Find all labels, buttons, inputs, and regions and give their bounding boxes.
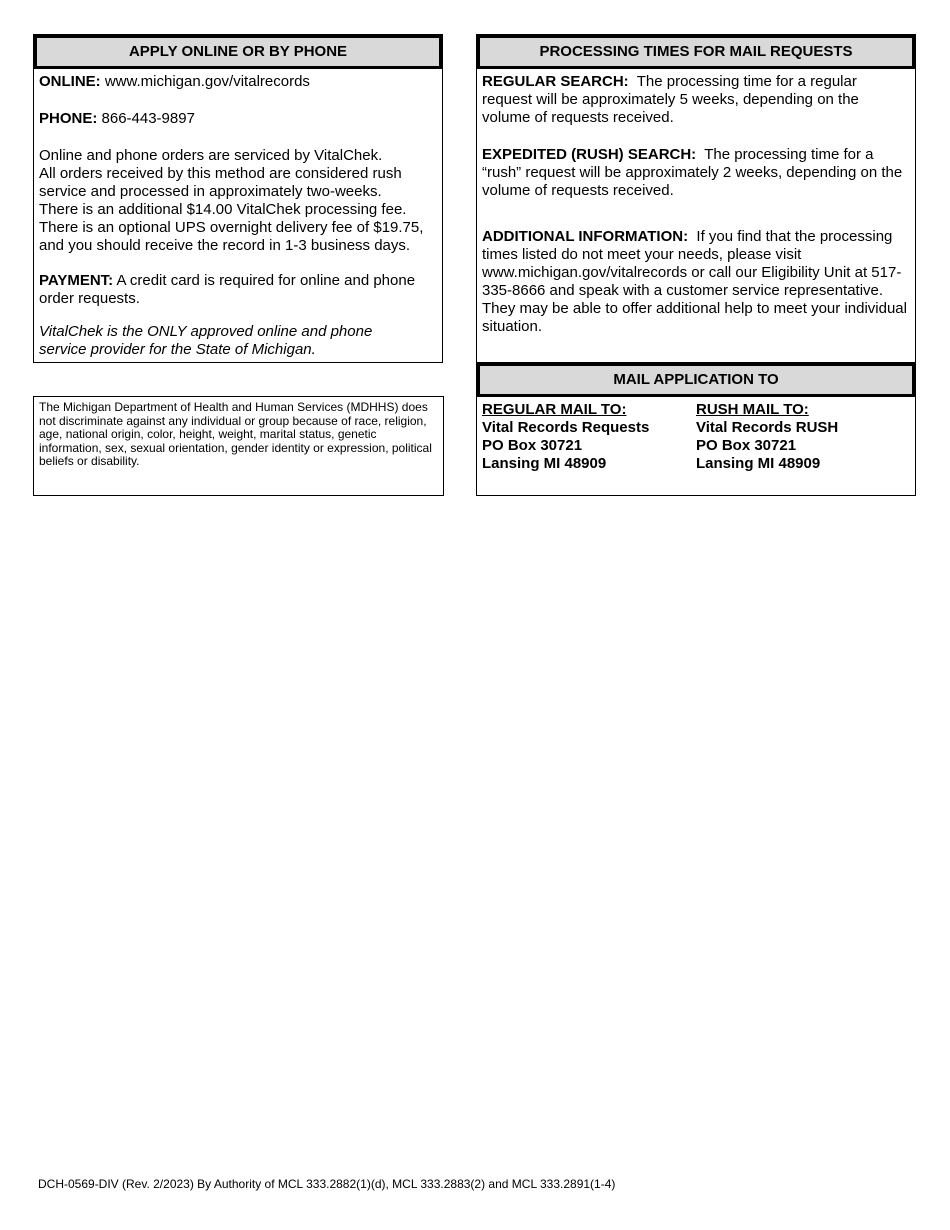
apply-online-header: APPLY ONLINE OR BY PHONE [34, 35, 442, 69]
processing-times-section [476, 34, 916, 364]
expedited-search-text: The processing time for a “rush” request will be approximately 2 weeks, depending on the volume of requests received. [482, 146, 907, 199]
phone-line [39, 110, 437, 128]
mail-application-section [476, 362, 916, 496]
nondiscrimination-notice [33, 396, 444, 496]
regular-mail-line2: PO Box 30721 [482, 437, 583, 454]
regular-mail-line3: Lansing MI 48909 [482, 455, 607, 472]
rush-mail-line3: Lansing MI 48909 [696, 455, 821, 472]
regular-search-label: REGULAR SEARCH: [482, 73, 629, 90]
additional-info-label: ADDITIONAL INFORMATION: [482, 228, 689, 245]
vitalchek-note: VitalChek is the ONLY approved online and phone service provider for the State of Michigan. [39, 323, 373, 358]
additional-info-text: If you find that the processing times listed do not meet your needs, please visit www.michigan.gov/vitalrecords or call our Eligibility Unit at 517-335-8666 and speak with a customer service representative. They may be able to offer additional help to meet your individual situation. [482, 228, 912, 335]
regular-search-paragraph [482, 73, 910, 127]
apply-online-content [34, 69, 442, 359]
payment-line [39, 272, 437, 308]
online-label: ONLINE: [39, 73, 101, 90]
apply-online-section [33, 34, 443, 363]
expedited-search-paragraph [482, 146, 910, 200]
form-footer: DCH-0569-DIV (Rev. 2/2023) By Authority of MCL 333.2882(1)(d), MCL 333.2883(2) and MCL 333.2891(1-4) [38, 1177, 616, 1191]
online-line [39, 73, 437, 91]
rush-mail-address [696, 401, 910, 473]
expedited-search-label: EXPEDITED (RUSH) SEARCH: [482, 146, 697, 163]
payment-text: A credit card is required for online and phone order requests. [39, 272, 416, 307]
service-line-1: Online and phone orders are serviced by VitalChek. [39, 147, 383, 164]
rush-mail-title: RUSH MAIL TO: [696, 401, 809, 418]
rush-mail-line2: PO Box 30721 [696, 437, 797, 454]
payment-label: PAYMENT: [39, 272, 114, 289]
regular-search-text: The processing time for a regular request will be approximately 5 weeks, depending on the volume of requests received. [482, 73, 864, 126]
processing-times-content [477, 69, 915, 336]
service-line-3: There is an additional $14.00 VitalChek processing fee. [39, 201, 407, 218]
mail-application-header: MAIL APPLICATION TO [477, 363, 915, 397]
additional-info-paragraph [482, 228, 910, 336]
service-line-2: All orders received by this method are considered rush service and processed in approximately two-weeks. [39, 165, 402, 200]
nondiscrimination-text: The Michigan Department of Health and Human Services (MDHHS) does not discriminate against any individual or group because of race, religion, age, national origin, color, height, weight, marital status, genetic information, sex, sexual orientation, gender identity or expression, political beliefs or disability. [39, 400, 432, 468]
mail-addresses [477, 397, 915, 473]
service-line-4: There is an optional UPS overnight delivery fee of $19.75, and you should receive the record in 1-3 business days. [39, 219, 424, 254]
rush-mail-line1: Vital Records RUSH [696, 419, 839, 436]
processing-times-header: PROCESSING TIMES FOR MAIL REQUESTS [477, 35, 915, 69]
regular-mail-title: REGULAR MAIL TO: [482, 401, 627, 418]
phone-label: PHONE: [39, 110, 98, 127]
regular-mail-line1: Vital Records Requests [482, 419, 650, 436]
online-url: www.michigan.gov/vitalrecords [100, 73, 310, 90]
regular-mail-address [482, 401, 696, 473]
phone-number: 866-443-9897 [97, 110, 195, 127]
